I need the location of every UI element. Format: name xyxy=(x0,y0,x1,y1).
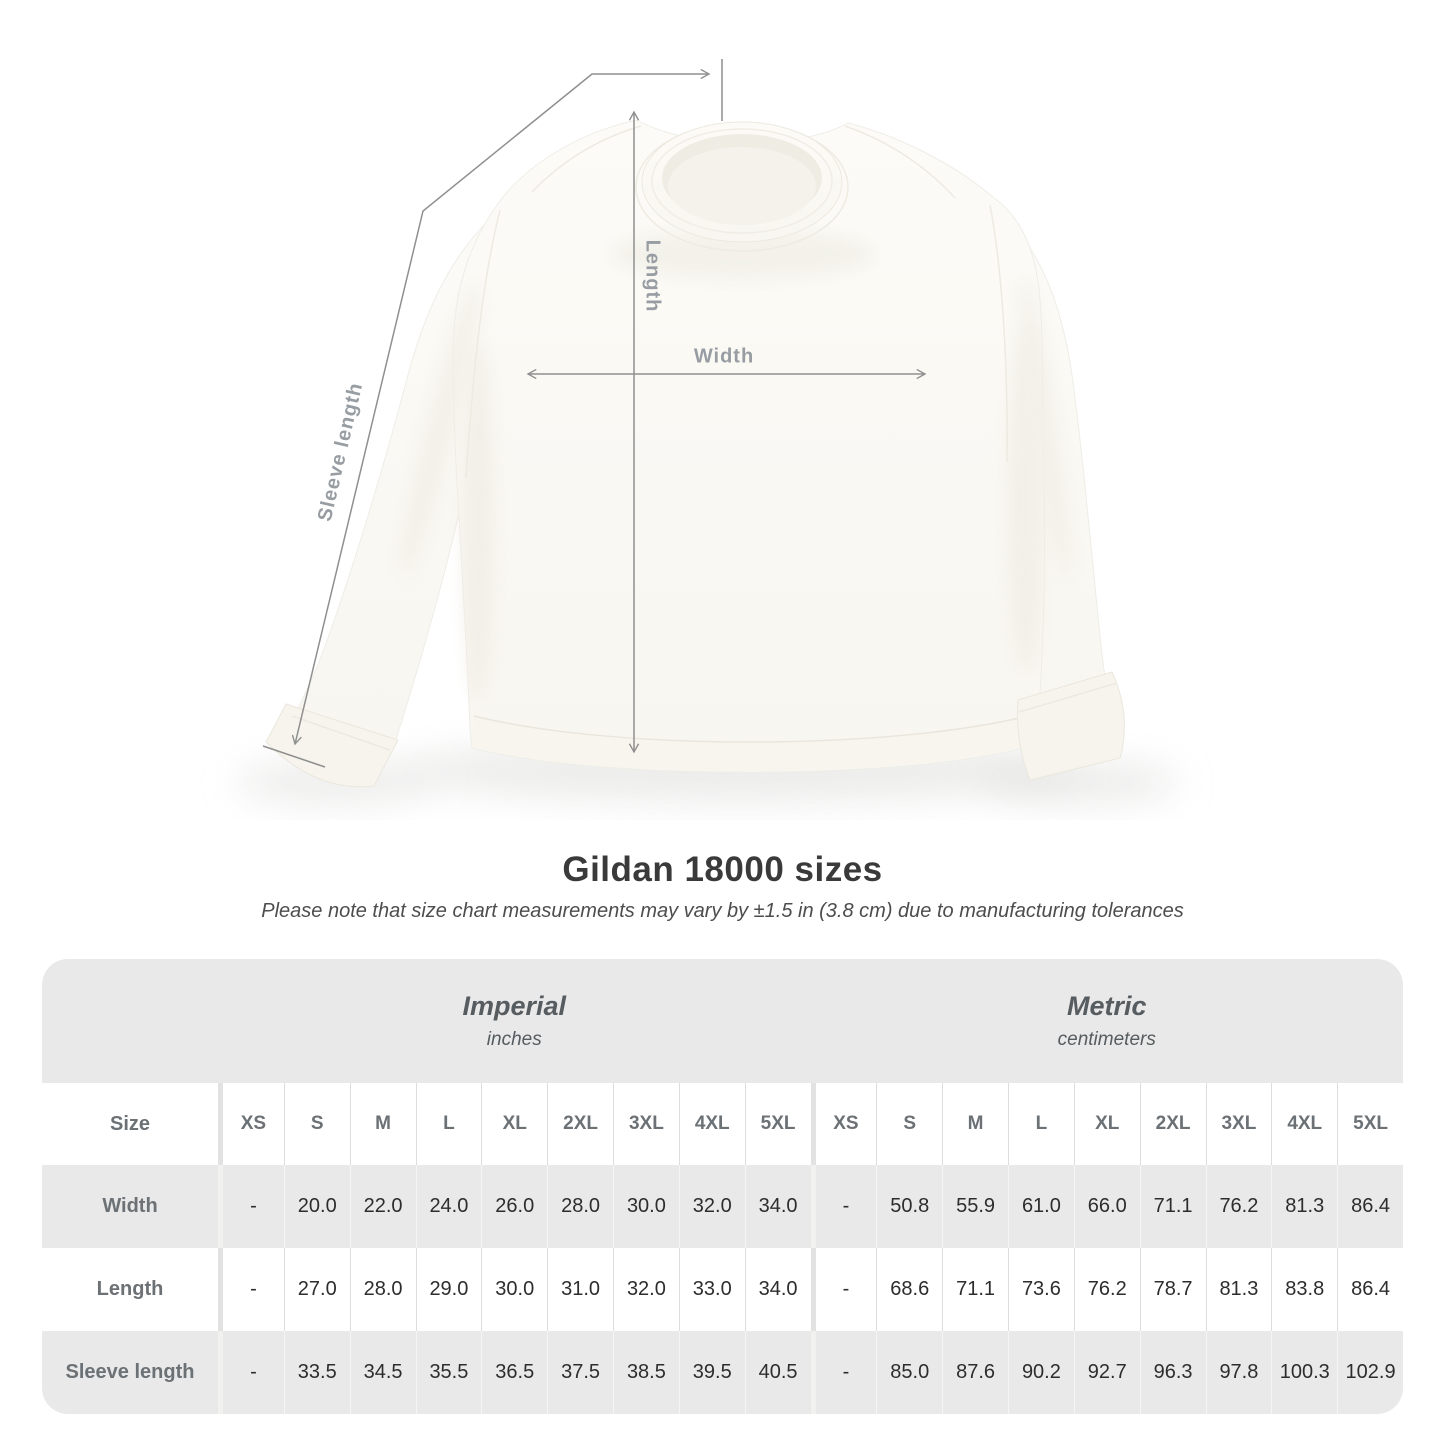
size-value-cell: 83.8 xyxy=(1271,1248,1337,1331)
size-column-header: 5XL xyxy=(745,1083,811,1165)
size-value-cell: 92.7 xyxy=(1074,1331,1140,1414)
size-value-cell: 50.8 xyxy=(876,1165,942,1248)
row-label: Sleeve length xyxy=(65,1361,195,1383)
size-value-cell: 38.5 xyxy=(613,1331,679,1414)
size-column-header: M xyxy=(350,1083,416,1165)
size-table xyxy=(42,959,1403,1414)
size-value-cell: 87.6 xyxy=(942,1331,1008,1414)
size-value-cell: 24.0 xyxy=(416,1165,482,1248)
size-value-cell: - xyxy=(811,1165,877,1248)
size-column-header: 5XL xyxy=(1337,1083,1403,1165)
size-column-header: 3XL xyxy=(1206,1083,1272,1165)
size-value-cell: 68.6 xyxy=(876,1248,942,1331)
size-value-cell: 20.0 xyxy=(284,1165,350,1248)
size-value-cell: 36.5 xyxy=(481,1331,547,1414)
table-row xyxy=(42,1248,1403,1331)
size-value-cell: 28.0 xyxy=(547,1165,613,1248)
size-column-header: XS xyxy=(811,1083,877,1165)
size-value-cell: 27.0 xyxy=(284,1248,350,1331)
size-value-cell: 37.5 xyxy=(547,1331,613,1414)
size-value-cell: 40.5 xyxy=(745,1331,811,1414)
size-value-cell: 39.5 xyxy=(679,1331,745,1414)
size-value-cell: - xyxy=(218,1248,284,1331)
size-column-header: XL xyxy=(1074,1083,1140,1165)
size-column-header: XS xyxy=(218,1083,284,1165)
size-value-cell: 90.2 xyxy=(1008,1331,1074,1414)
size-value-cell: 34.0 xyxy=(745,1248,811,1331)
size-value-cell: 100.3 xyxy=(1271,1331,1337,1414)
row-label: Width xyxy=(102,1195,158,1217)
size-value-cell: 66.0 xyxy=(1074,1165,1140,1248)
size-value-cell: 30.0 xyxy=(613,1165,679,1248)
size-column-header: L xyxy=(416,1083,482,1165)
size-value-cell: 34.0 xyxy=(745,1165,811,1248)
size-value-cell: 61.0 xyxy=(1008,1165,1074,1248)
size-column-header: S xyxy=(284,1083,350,1165)
size-header-row xyxy=(42,1083,1403,1165)
metric-label: Metric xyxy=(1066,991,1147,1021)
imperial-label: Imperial xyxy=(462,991,567,1021)
size-column-label: Size xyxy=(109,1112,151,1135)
page-title: Gildan 18000 sizes xyxy=(562,850,883,889)
size-value-cell: 29.0 xyxy=(416,1248,482,1331)
row-label: Length xyxy=(96,1278,164,1300)
size-column-header: 2XL xyxy=(1140,1083,1206,1165)
size-value-cell: 32.0 xyxy=(679,1165,745,1248)
unit-header-row xyxy=(42,959,1403,1083)
imperial-group-header xyxy=(218,959,811,1083)
size-value-cell: 85.0 xyxy=(876,1331,942,1414)
size-value-cell: 26.0 xyxy=(481,1165,547,1248)
size-value-cell: 81.3 xyxy=(1206,1248,1272,1331)
size-column-header: XL xyxy=(481,1083,547,1165)
size-value-cell: 86.4 xyxy=(1337,1165,1403,1248)
size-value-cell: 28.0 xyxy=(350,1248,416,1331)
size-column-header: M xyxy=(942,1083,1008,1165)
size-column-header: 2XL xyxy=(547,1083,613,1165)
metric-unit-label: centimeters xyxy=(1057,1029,1156,1050)
size-value-cell: 55.9 xyxy=(942,1165,1008,1248)
size-value-cell: 102.9 xyxy=(1337,1331,1403,1414)
size-value-cell: 96.3 xyxy=(1140,1331,1206,1414)
size-value-cell: 73.6 xyxy=(1008,1248,1074,1331)
size-column-header: L xyxy=(1008,1083,1074,1165)
size-value-cell: 71.1 xyxy=(1140,1165,1206,1248)
table-row xyxy=(42,1165,1403,1248)
size-column-header: 3XL xyxy=(613,1083,679,1165)
length-measurement-label: Length xyxy=(641,239,664,313)
size-value-cell: - xyxy=(218,1331,284,1414)
size-value-cell: 32.0 xyxy=(613,1248,679,1331)
metric-group-header xyxy=(811,959,1404,1083)
size-column-header: 4XL xyxy=(679,1083,745,1165)
size-table-body xyxy=(42,1165,1403,1414)
size-value-cell: 33.5 xyxy=(284,1331,350,1414)
width-measurement-label: Width xyxy=(693,345,755,368)
sleeve-length-measurement-label: Sleeve length xyxy=(313,380,368,524)
size-value-cell: 86.4 xyxy=(1337,1248,1403,1331)
size-value-cell: 71.1 xyxy=(942,1248,1008,1331)
size-value-cell: - xyxy=(811,1248,877,1331)
unit-band-spacer xyxy=(42,959,218,1083)
size-value-cell: 34.5 xyxy=(350,1331,416,1414)
size-value-cell: 76.2 xyxy=(1074,1248,1140,1331)
size-value-cell: 30.0 xyxy=(481,1248,547,1331)
size-value-cell: - xyxy=(811,1331,877,1414)
size-value-cell: 78.7 xyxy=(1140,1248,1206,1331)
size-value-cell: 97.8 xyxy=(1206,1331,1272,1414)
imperial-unit-label: inches xyxy=(486,1029,542,1050)
tolerance-note: Please note that size chart measurements may vary by ±1.5 in (3.8 cm) due to manufacturing tolerances xyxy=(261,900,1184,922)
size-value-cell: 76.2 xyxy=(1206,1165,1272,1248)
size-value-cell: 81.3 xyxy=(1271,1165,1337,1248)
size-value-cell: - xyxy=(218,1165,284,1248)
size-value-cell: 22.0 xyxy=(350,1165,416,1248)
size-column-header: 4XL xyxy=(1271,1083,1337,1165)
size-value-cell: 33.0 xyxy=(679,1248,745,1331)
table-row xyxy=(42,1331,1403,1414)
size-column-header: S xyxy=(876,1083,942,1165)
size-value-cell: 35.5 xyxy=(416,1331,482,1414)
size-value-cell: 31.0 xyxy=(547,1248,613,1331)
